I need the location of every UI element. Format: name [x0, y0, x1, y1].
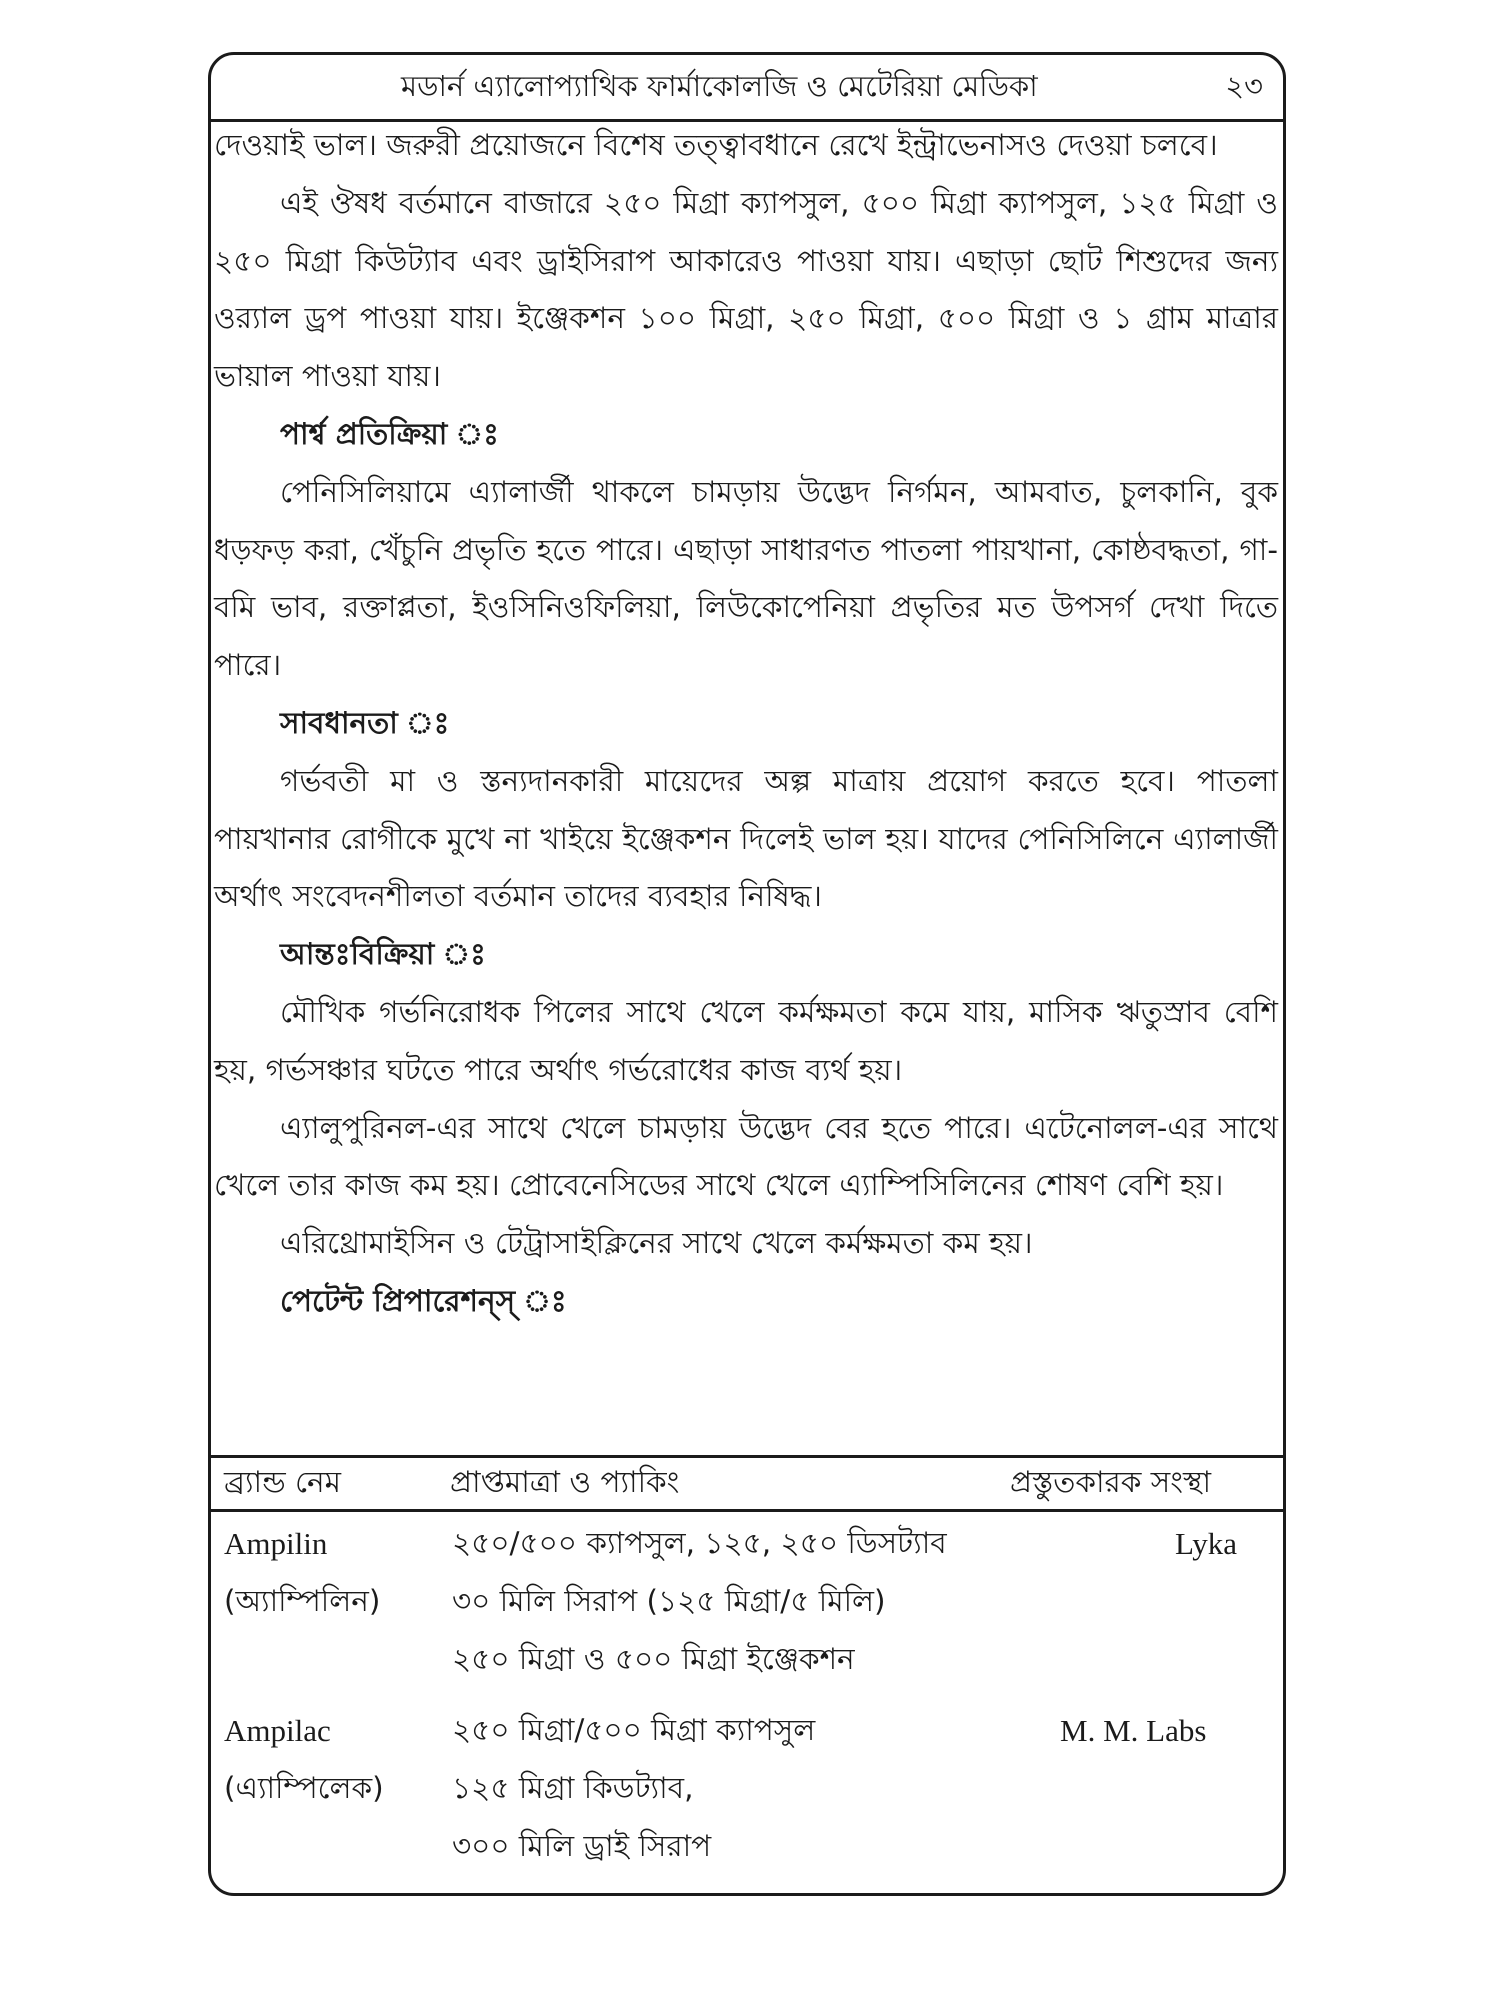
packing-line: ২৫০/৫০০ ক্যাপসুল, ১২৫, ২৫০ ডিসট্যাব	[452, 1526, 947, 1560]
paragraph: মৌখিক গর্ভনিরোধক পিলের সাথে খেলে কর্মক্ষমতা কমে যায়, মাসিক ঋতুস্রাব বেশি হয়, গর্ভসঞ্চার ঘটতে পারে অর্থাৎ গর্ভরোধের কাজ ব্যর্থ হয়।	[214, 994, 1278, 1087]
paragraph: এ্যালুপুরিনল-এর সাথে খেলে চামড়ায় উদ্ভেদ বের হতে পারে। এটেনোলল-এর সাথে খেলে তার কাজ কম হয়। প্রোবেনেসিডের সাথে খেলে এ্যাম্পিসিলিনের শোষণ বেশি হয়।	[214, 1110, 1278, 1203]
side-effects-heading: পার্শ্ব প্রতিক্রিয়া ঃ	[280, 416, 499, 451]
page-number: ২৩	[1225, 69, 1263, 103]
packing-line: ৩০ মিলি সিরাপ (১২৫ মিগ্রা/৫ মিলি)	[452, 1584, 886, 1618]
manufacturer: Lyka	[1175, 1526, 1237, 1561]
packing-line: ১২৫ মিগ্রা কিডট্যাব,	[452, 1771, 694, 1805]
manufacturer: M. M. Labs	[1060, 1713, 1207, 1748]
patent-heading: পেটেন্ট প্রিপারেশন্স্ ঃ	[280, 1283, 567, 1318]
paragraph: গর্ভবতী মা ও স্তন্যদানকারী মায়েদের অল্প মাত্রায় প্রয়োগ করতে হবে। পাতলা পায়খানার রোগীকে মুখে না খাইয়ে ইঞ্জেকশন দিলেই ভাল হয়। যাদের পেনিসিলিনে এ্যালার্জী অর্থাৎ সংবেদনশীলতা বর্তমান তাদের ব্যবহার নিষিদ্ধ।	[214, 763, 1278, 914]
brand-name-bengali: (এ্যাম্পিলেক)	[224, 1771, 384, 1805]
column-header-maker: প্রস্তুতকারক সংস্থা	[1010, 1465, 1212, 1499]
paragraph: এই ঔষধ বর্তমানে বাজারে ২৫০ মিগ্রা ক্যাপসুল, ৫০০ মিগ্রা ক্যাপসুল, ১২৫ মিগ্রা ও ২৫০ মিগ্রা কিউট্যাব এবং ড্রাইসিরাপ আকারেও পাওয়া যায়। এছাড়া ছোট শিশুদের জন্য ওর‍্যাল ড্রপ পাওয়া যায়। ইঞ্জেকশন ১০০ মিগ্রা, ২৫০ মিগ্রা, ৫০০ মিগ্রা ও ১ গ্রাম মাত্রার ভায়াল পাওয়া যায়।	[214, 185, 1278, 394]
precautions-heading: সাবধানতা ঃ	[280, 705, 450, 740]
brand-name: Ampilac	[224, 1713, 331, 1748]
brand-name-bengali: (অ্যাম্পিলিন)	[224, 1584, 381, 1618]
interactions-heading: আন্তঃবিক্রিয়া ঃ	[280, 937, 486, 972]
column-header-packing: প্রাপ্তমাত্রা ও প্যাকিং	[450, 1465, 680, 1499]
body-text	[214, 117, 1278, 1331]
paragraph: এরিথ্রোমাইসিন ও টেট্রাসাইক্লিনের সাথে খেলে কর্মক্ষমতা কম হয়।	[280, 1226, 1033, 1261]
packing-line: ২৫০ মিগ্রা ও ৫০০ মিগ্রা ইঞ্জেকশন	[452, 1642, 855, 1676]
book-title: মডার্ন এ্যালোপ্যাথিক ফার্মাকোলজি ও মেটেরিয়া মেডিকা	[401, 69, 1038, 103]
running-header	[211, 55, 1283, 122]
column-header-brand: ব্র্যান্ড নেম	[224, 1465, 341, 1499]
paragraph: দেওয়াই ভাল। জরুরী প্রয়োজনে বিশেষ তত্ত্বাবধানে রেখে ইন্ট্রাভেনাসও দেওয়া চলবে।	[214, 128, 1218, 162]
packing-line: ৩০০ মিলি ড্রাই সিরাপ	[452, 1829, 712, 1863]
paragraph: পেনিসিলিয়ামে এ্যালার্জী থাকলে চামড়ায় উদ্ভেদ নির্গমন, আমবাত, চুলকানি, বুক ধড়ফড় করা, খেঁচুনি প্রভৃতি হতে পারে। এছাড়া সাধারণত পাতলা পায়খানা, কোষ্ঠবদ্ধতা, গা-বমি ভাব, রক্তাপ্লতা, ইওসিনিওফিলিয়া, লিউকোপেনিয়া প্রভৃতির মত উপসর্গ দেখা দিতে পারে।	[214, 474, 1278, 683]
brand-name: Ampilin	[224, 1526, 328, 1561]
packing-line: ২৫০ মিগ্রা/৫০০ মিগ্রা ক্যাপসুল	[452, 1713, 816, 1747]
